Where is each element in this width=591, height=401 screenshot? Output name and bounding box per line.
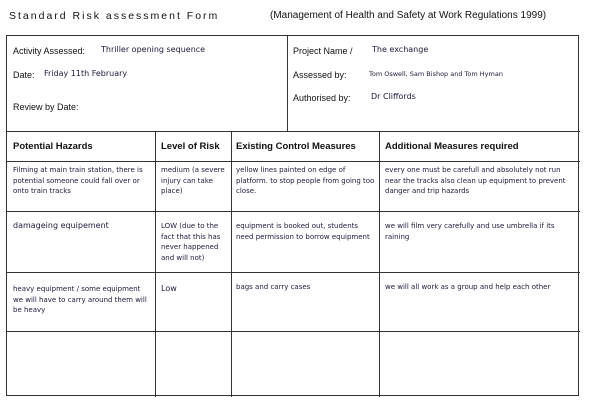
row1-existing: yellow lines painted on edge of platform. to stop people from going too close. xyxy=(236,166,375,195)
project-label: Project Name / xyxy=(293,46,353,56)
header-additional-measures: Additional Measures required xyxy=(385,141,519,152)
row2-hazard: damageing equipement xyxy=(13,221,109,230)
row1-hazard: Filming at main train station, there is potential someone could fall over or onto train tracks xyxy=(13,166,143,195)
row3-existing: bags and carry cases xyxy=(236,283,311,291)
row1-divider xyxy=(7,211,580,212)
header-potential-hazards: Potential Hazards xyxy=(13,141,93,152)
risk-assessment-form xyxy=(6,35,579,396)
row3-divider xyxy=(7,331,580,332)
header-row-divider xyxy=(7,161,580,162)
activity-label: Activity Assessed: xyxy=(13,46,86,56)
col-divider-2 xyxy=(231,131,232,397)
assessed-value: Tom Oswell, Sam Bishop and Tom Hyman xyxy=(369,70,503,78)
header-existing-control-measures: Existing Control Measures xyxy=(236,141,356,152)
col-divider-3 xyxy=(379,131,380,397)
row3-additional: we will all work as a group and help each other xyxy=(385,283,551,291)
date-label: Date: xyxy=(13,70,35,80)
activity-value: Thriller opening sequence xyxy=(101,45,206,54)
row3-hazard: heavy equipment / some equipment we will have to carry around them will be heavy xyxy=(13,285,147,314)
info-divider xyxy=(287,36,288,131)
info-table-divider xyxy=(7,131,580,132)
row2-divider xyxy=(7,272,580,273)
row2-risk: LOW (due to the fact that this has never happened and will not) xyxy=(161,222,221,262)
authorised-label: Authorised by: xyxy=(293,93,351,103)
form-subtitle: (Management of Health and Safety at Work Regulations 1999) xyxy=(270,10,547,21)
project-value: The exchange xyxy=(372,45,429,54)
row3-risk: Low xyxy=(161,284,177,293)
row2-additional: we will film very carefully and use umbrella if its raining xyxy=(385,222,555,241)
authorised-value: Dr Cliffords xyxy=(371,92,416,101)
row1-risk: medium (a severe injury can take place) xyxy=(161,166,225,195)
col-divider-1 xyxy=(155,131,156,397)
assessed-label: Assessed by: xyxy=(293,70,347,80)
form-title: Standard Risk assessment Form xyxy=(9,10,220,22)
row2-existing: equipment is booked out, students need permission to borrow equipment xyxy=(236,222,370,241)
review-label: Review by Date: xyxy=(13,102,79,112)
date-value: Friday 11th February xyxy=(44,69,128,78)
header-level-of-risk: Level of Risk xyxy=(161,141,220,152)
row1-additional: every one must be carefull and absolutely not run near the tracks also clean up equipment to prevent danger and trip hazards xyxy=(385,166,566,195)
